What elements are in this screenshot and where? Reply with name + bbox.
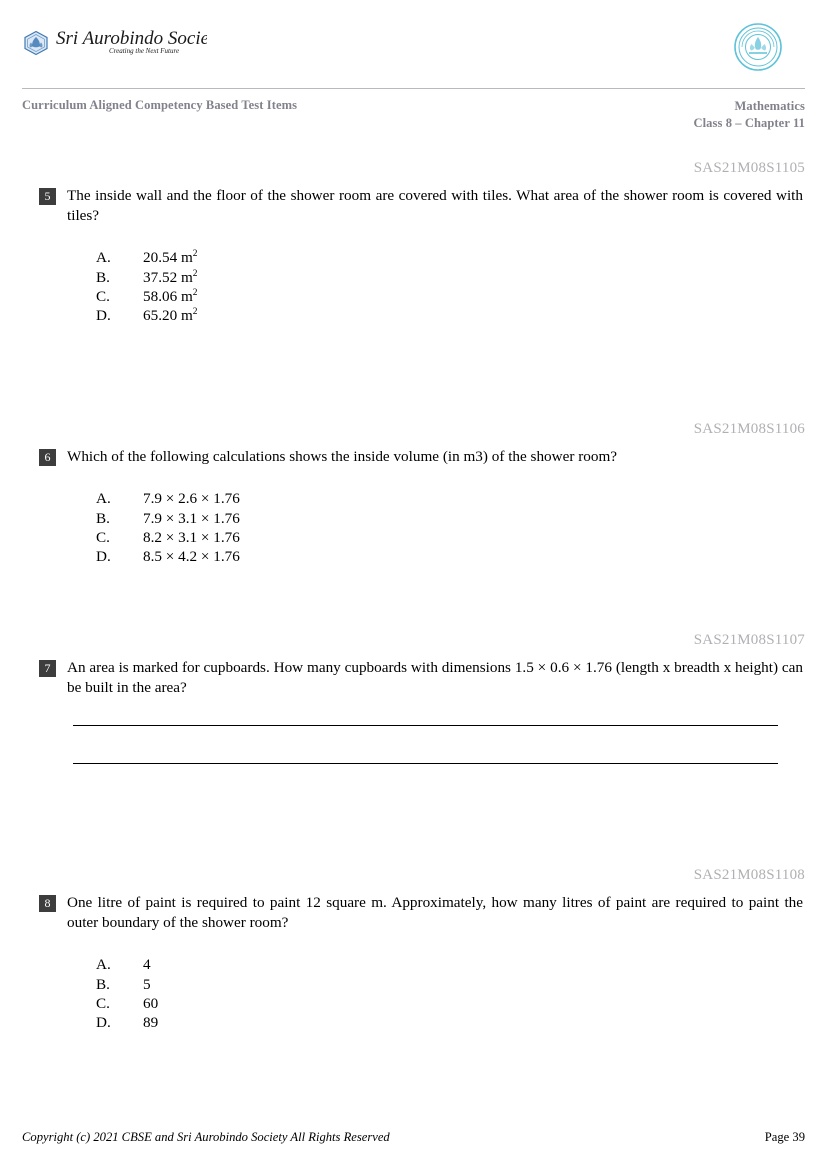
option-c[interactable] (96, 528, 805, 547)
spacer (22, 566, 805, 632)
running-heads (22, 89, 805, 132)
option-value: 89 (143, 1013, 159, 1031)
item-id: SAS21M08S1108 (693, 866, 805, 883)
option-letter: A. (96, 490, 111, 508)
running-head-meta (693, 98, 805, 132)
question-item-7 (22, 632, 805, 764)
option-value: 58.06 $m^2$ (143, 287, 198, 305)
option-value: 8.5 × 4.2 × 1.76 (143, 547, 240, 565)
brand-tagline-text: Creating the Next Future (109, 47, 180, 55)
question-text: One litre of paint is required to paint 12 square m. Approximately, how many litres of paint are required to paint the outer boundary of the shower room? (67, 893, 803, 932)
option-value: 4 (143, 956, 151, 974)
spacer (22, 801, 805, 867)
question-item-8 (22, 867, 805, 1032)
masthead (22, 0, 805, 80)
option-superscript: 2 (192, 268, 198, 279)
question-row (22, 658, 805, 699)
question-text: The inside wall and the floor of the shower room are covered with tiles. What area of the shower room is covered with tiles? (67, 186, 803, 225)
option-c[interactable] (96, 287, 805, 306)
answer-write-area[interactable] (73, 725, 805, 764)
option-letter: A. (96, 249, 111, 267)
answer-line[interactable] (73, 763, 778, 764)
question-number-badge: 6 (39, 449, 56, 466)
item-id: SAS21M08S1107 (693, 631, 805, 648)
class-chapter-label: Class 8 – Chapter 11 (693, 115, 805, 130)
question-number-badge: 5 (39, 188, 56, 205)
question-item-6 (22, 421, 805, 566)
option-superscript: 2 (192, 287, 198, 298)
option-value: 7.9 × 2.6 × 1.76 (143, 490, 240, 508)
question-row (22, 447, 805, 467)
option-value: 5 (143, 975, 151, 993)
option-letter: C. (96, 528, 110, 546)
option-letter: C. (96, 994, 110, 1012)
option-letter: B. (96, 975, 110, 993)
option-value: 60 (143, 994, 159, 1012)
answer-line[interactable] (73, 725, 778, 726)
page-number: Page 39 (764, 1130, 805, 1144)
option-d[interactable] (96, 1013, 805, 1032)
brand-wordmark-icon (55, 26, 207, 61)
brand-name-text: Sri Aurobindo Society (56, 28, 207, 49)
question-row (22, 186, 805, 227)
option-b[interactable] (96, 268, 805, 287)
option-value: 8.2 × 3.1 × 1.76 (143, 528, 240, 546)
option-a[interactable] (96, 955, 805, 974)
option-superscript: 2 (192, 249, 198, 260)
option-value: 20.54 $m^2$ (143, 249, 198, 267)
option-d[interactable] (96, 306, 805, 325)
item-id: SAS21M08S1106 (693, 421, 805, 438)
spacer (22, 325, 805, 421)
option-b[interactable] (96, 975, 805, 994)
option-letter: D. (96, 306, 111, 324)
brand-logo (22, 26, 207, 61)
option-value: 65.20 $m^2$ (143, 306, 198, 324)
item-id: SAS21M08S1105 (693, 159, 805, 176)
question-number-badge: 7 (39, 660, 56, 677)
question-item-5 (22, 132, 805, 325)
option-letter: B. (96, 509, 110, 527)
lotus-hexagon-icon (22, 30, 50, 61)
copyright-text: Copyright (c) 2021 CBSE and Sri Aurobindo Society All Rights Reserved (22, 1130, 390, 1144)
option-value: 7.9 × 3.1 × 1.76 (143, 509, 240, 527)
option-letter: D. (96, 1013, 111, 1031)
option-superscript: 2 (192, 306, 198, 317)
option-letter: D. (96, 547, 111, 565)
option-d[interactable] (96, 547, 805, 566)
option-value: 37.52 $m^2$ (143, 268, 198, 286)
option-c[interactable] (96, 994, 805, 1013)
answer-options (96, 955, 805, 1032)
answer-options (96, 248, 805, 325)
option-letter: A. (96, 956, 111, 974)
option-letter: C. (96, 287, 110, 305)
option-letter: B. (96, 268, 110, 286)
running-head-title: Curriculum Aligned Competency Based Test Items (22, 98, 298, 112)
question-text: An area is marked for cupboards. How many cupboards with dimensions 1.5 × 0.6 × 1.76 (length x breadth x height) can be built in the area? (67, 658, 803, 697)
question-number-badge: 8 (39, 895, 56, 912)
question-text: Which of the following calculations shows the inside volume (in m3) of the shower room? (67, 448, 618, 466)
question-row (22, 893, 805, 934)
option-b[interactable] (96, 509, 805, 528)
page-footer (22, 1130, 805, 1145)
option-a[interactable] (96, 248, 805, 267)
cbse-emblem-icon (733, 22, 783, 77)
answer-options (96, 489, 805, 566)
subject-label: Mathematics (734, 99, 805, 113)
option-a[interactable] (96, 489, 805, 508)
